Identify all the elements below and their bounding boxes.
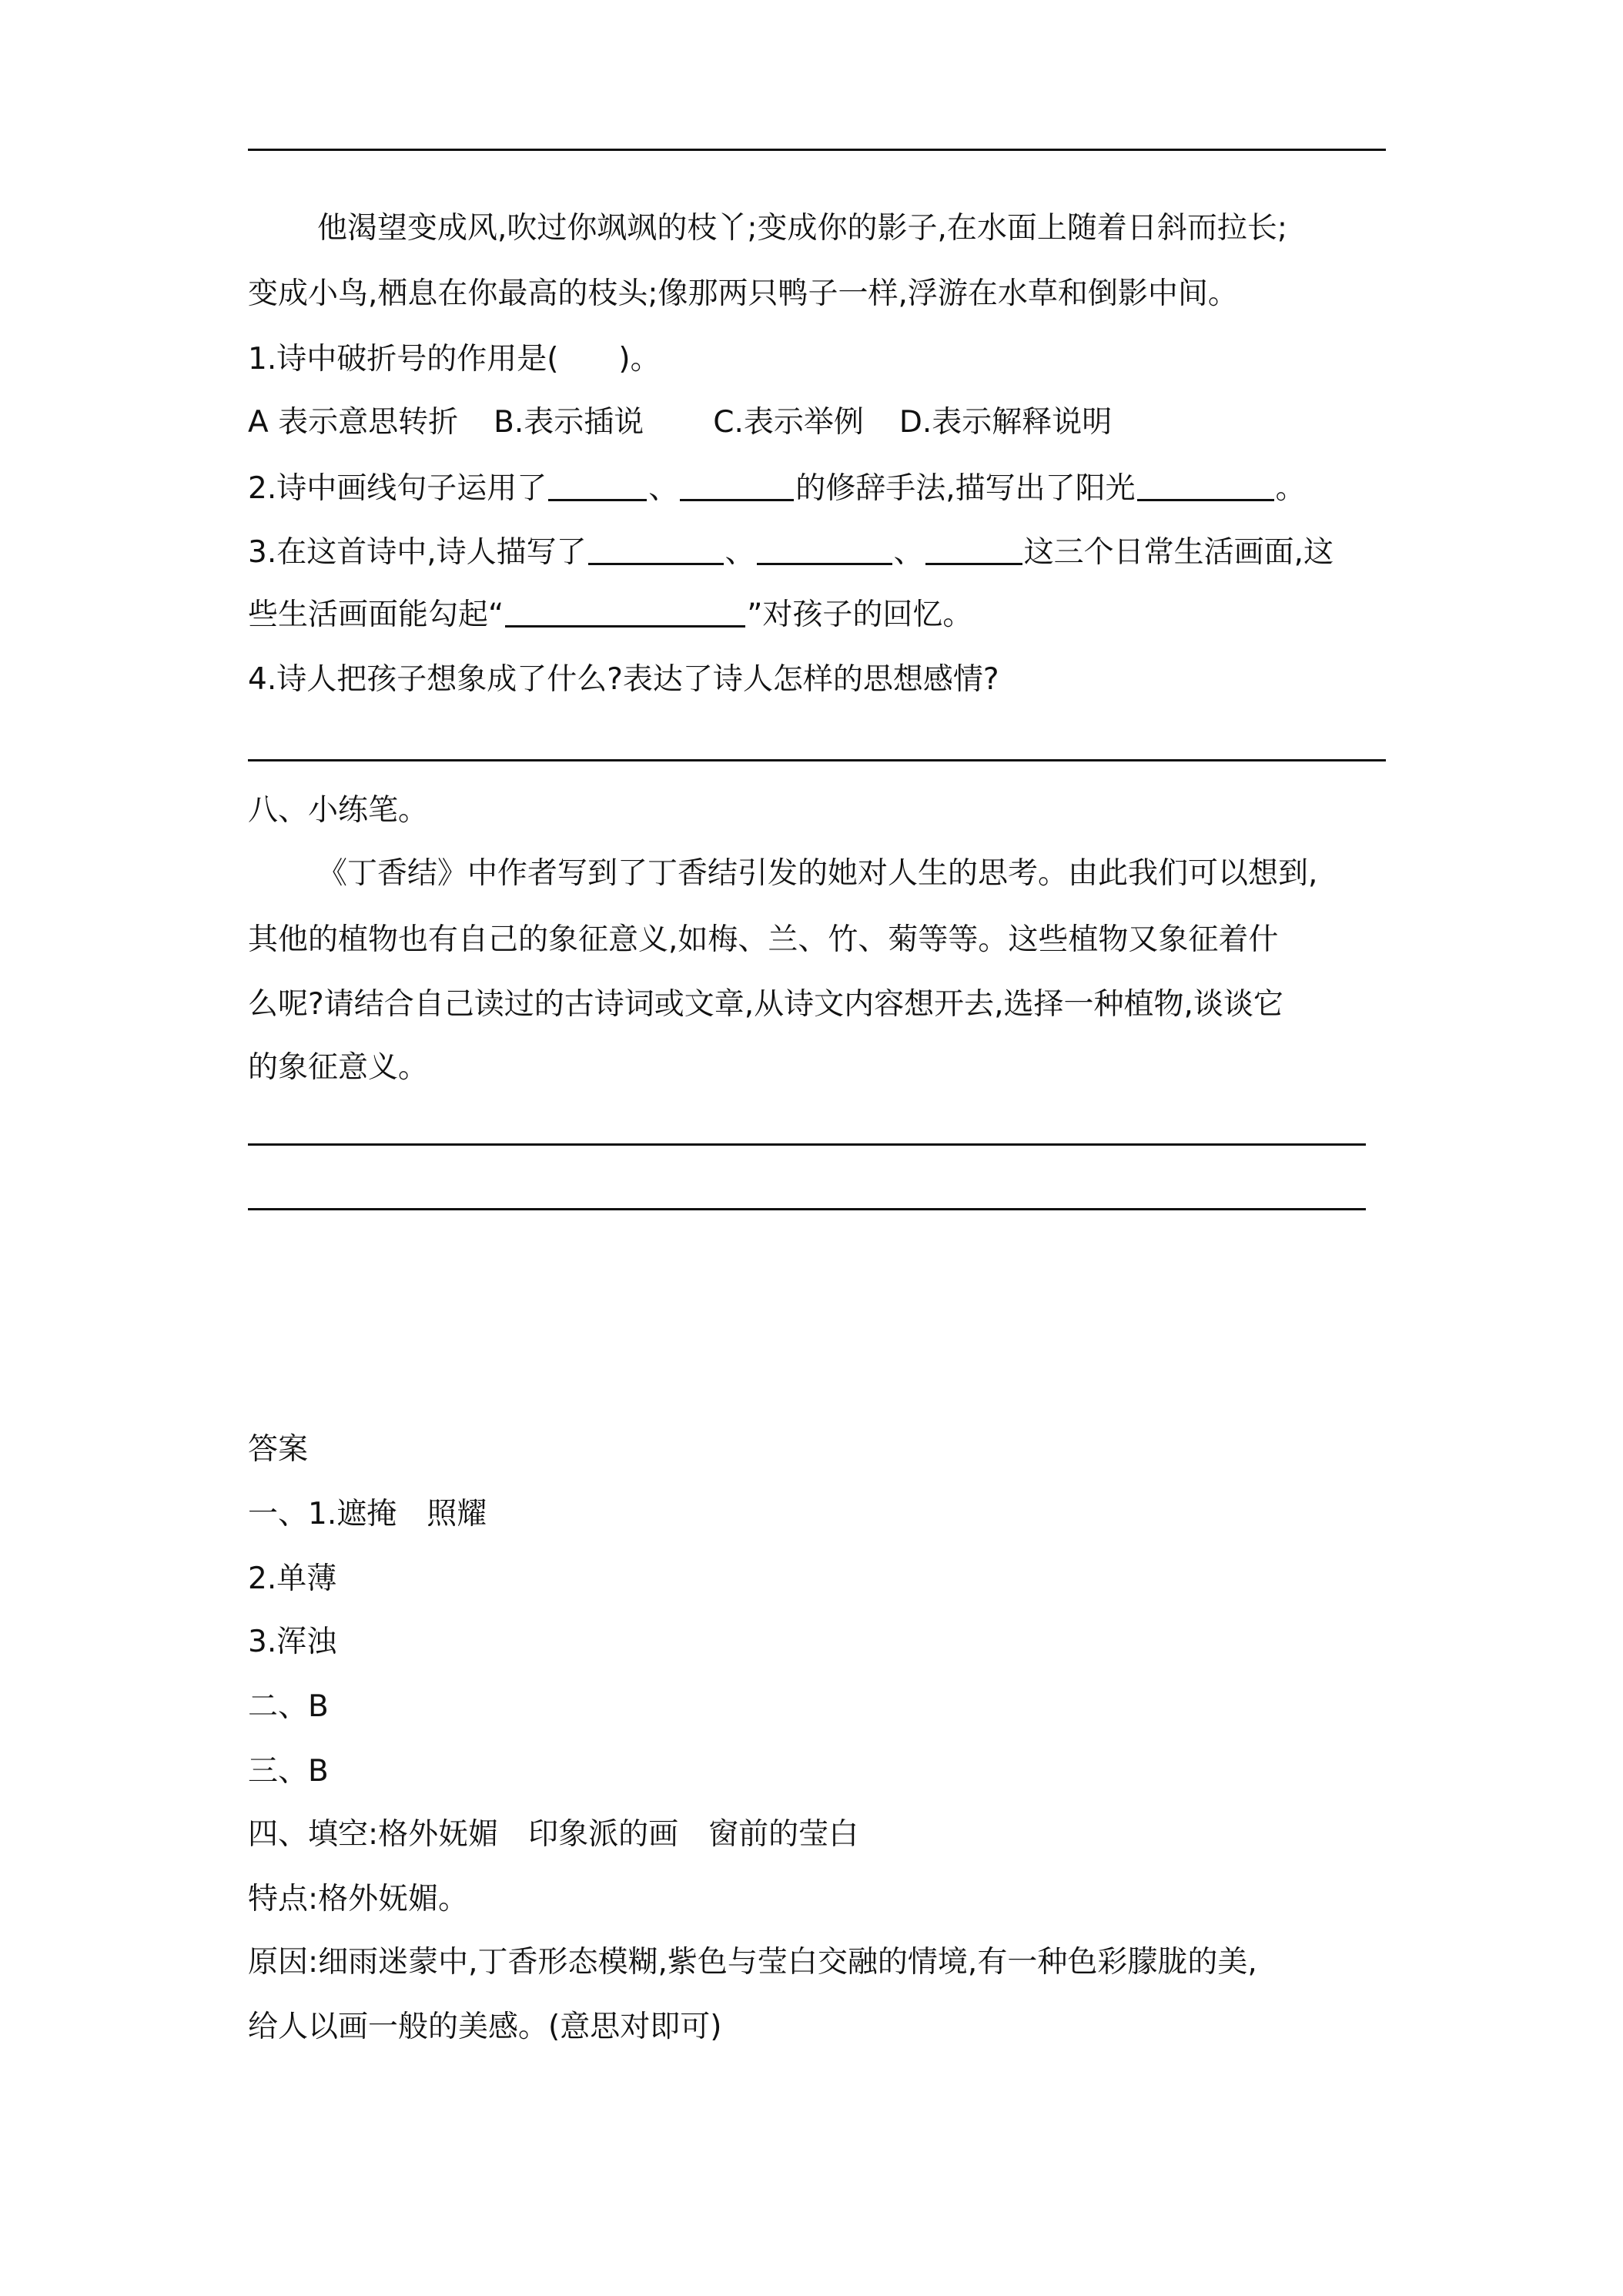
answer-9: 给人以画一般的美感。(意思对即可) [248, 2010, 722, 2044]
question-1: 1.诗中破折号的作用是( )。 [248, 342, 661, 377]
option-a: A 表示意思转折 [248, 405, 459, 440]
section-8-line-1: 《丁香结》中作者写到了丁香结引发的她对人生的思考。由此我们可以想到, [317, 856, 1318, 891]
answer-5: 三、B [248, 1754, 329, 1789]
fill-blank [757, 535, 892, 565]
fill-blank [505, 597, 745, 628]
question-1-options [248, 403, 1112, 442]
question-2-text: 。 [1275, 471, 1306, 506]
answer-4: 二、B [248, 1689, 329, 1724]
poem-line-1: 他渴望变成风,吹过你飒飒的枝丫;变成你的影子,在水面上随着日斜而拉长; [317, 211, 1288, 246]
question-3-text: 3.在这首诗中,诗人描写了 [248, 535, 587, 570]
answer-8: 原因:细雨迷蒙中,丁香形态模糊,紫色与莹白交融的情境,有一种色彩朦胧的美, [248, 1945, 1257, 1980]
question-3 [248, 534, 1334, 572]
answer-6: 四、填空:格外妩媚 印象派的画 窗前的莹白 [248, 1817, 859, 1852]
fill-blank [548, 471, 647, 501]
poem-line-2: 变成小鸟,栖息在你最高的枝头;像那两只鸭子一样,浮游在水草和倒影中间。 [248, 276, 1238, 311]
answer-line [248, 149, 1386, 151]
fill-blank [925, 535, 1022, 565]
question-2-text: 、 [648, 471, 679, 506]
question-3-text: 些生活画面能勾起“ [248, 597, 504, 632]
question-2 [248, 470, 1306, 508]
question-2-text: 2.诗中画线句子运用了 [248, 471, 547, 506]
section-8-line-2: 其他的植物也有自己的象征意义,如梅、兰、竹、菊等等。这些植物又象征着什 [248, 922, 1279, 957]
fill-blank [680, 471, 794, 501]
writing-line [248, 1143, 1366, 1146]
question-3-text: 、 [893, 535, 924, 570]
option-d: D.表示解释说明 [899, 405, 1113, 440]
answer-1: 一、1.遮掩 照耀 [248, 1497, 487, 1531]
option-c: C.表示举例 [713, 405, 864, 440]
fill-blank [588, 535, 724, 565]
question-3-text: 这三个日常生活画面,这 [1023, 535, 1334, 570]
question-3-cont [248, 596, 972, 634]
answer-line [248, 759, 1386, 761]
section-8-line-3: 么呢?请结合自己读过的古诗词或文章,从诗文内容想开去,选择一种植物,谈谈它 [248, 987, 1283, 1022]
answer-7: 特点:格外妩媚。 [248, 1882, 469, 1916]
question-2-text: 的修辞手法,描写出了阳光 [795, 471, 1136, 506]
answer-3: 3.浑浊 [248, 1625, 337, 1659]
question-3-text: ”对孩子的回忆。 [747, 597, 973, 632]
writing-line [248, 1208, 1366, 1210]
fill-blank [1137, 471, 1274, 501]
question-4: 4.诗人把孩子想象成了什么?表达了诗人怎样的思想感情? [248, 662, 999, 697]
section-8-title: 八、小练笔。 [248, 793, 429, 828]
question-3-text: 、 [724, 535, 755, 570]
option-b: B.表示插说 [494, 405, 644, 440]
answers-title: 答案 [248, 1432, 309, 1467]
section-8-line-4: 的象征意义。 [248, 1050, 429, 1085]
answer-2: 2.单薄 [248, 1561, 337, 1596]
